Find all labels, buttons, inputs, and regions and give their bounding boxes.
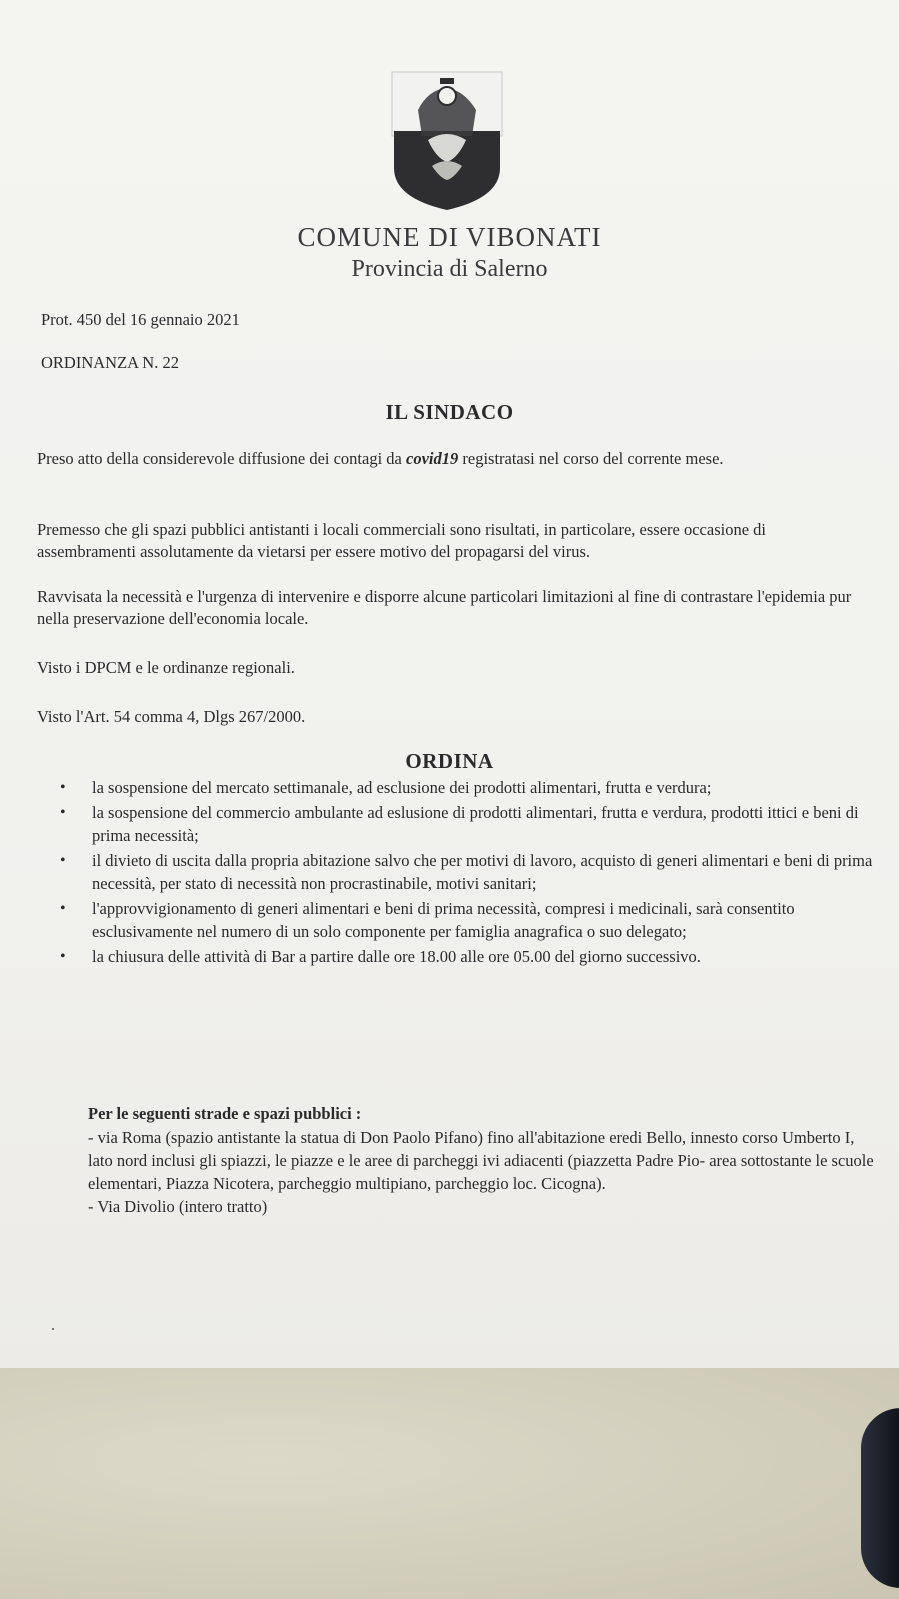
premise-paragraph-3: Ravvisata la necessità e l'urgenza di intervenire e disporre alcune particolari limitazioni al fine di contrastare l'epidemia pur nella preservazione dell'economia locale. (37, 587, 852, 628)
street-item: - Via Divolio (intero tratto) (88, 1197, 268, 1216)
dark-object-edge (861, 1408, 899, 1588)
order-item (58, 945, 878, 968)
premise-1-text-end: registratasi nel corso del corrente mese. (458, 449, 724, 468)
premise-paragraph-2: Premesso che gli spazi pubblici antistanti i locali commerciali sono risultati, in particolare, essere occasione di assembramenti assolutamente da vietarsi per essere motivo del propagarsi del virus. (37, 520, 766, 561)
order-item (58, 849, 878, 895)
protocol-number: Prot. 450 del 16 gennaio 2021 (41, 310, 240, 329)
paper-speck (52, 1328, 54, 1330)
order-text: il divieto di uscita dalla propria abitazione salvo che per motivi di lavoro, acquisto di generi alimentari e beni di prima necessità, per stato di necessità non procrastinabile, motivi sanitari; (92, 851, 873, 893)
order-item (58, 897, 878, 943)
premise-paragraph-5: Visto l'Art. 54 comma 4, Dlgs 267/2000. (37, 707, 306, 726)
order-text: la sospensione del commercio ambulante ad eslusione di prodotti alimentari, frutta e verdura, prodotti ittici e beni di prima necessità; (92, 803, 859, 845)
order-text: la sospensione del mercato settimanale, ad esclusione dei prodotti alimentari, frutta e verdura; (92, 778, 712, 797)
covid-emphasis: covid19 (406, 449, 459, 468)
bullet-icon: • (60, 852, 66, 869)
streets-section (88, 1102, 878, 1218)
order-text: l'approvvigionamento di generi alimentari e beni di prima necessità, compresi i medicinali, sarà consentito esclusivamente nel numero di un solo componente per famiglia anagrafica o suo delegato; (92, 899, 795, 941)
bullet-icon: • (60, 804, 66, 821)
mayor-heading: IL SINDACO (385, 400, 514, 424)
orders-list (58, 776, 878, 970)
streets-heading: Per le seguenti strade e spazi pubblici : (88, 1104, 362, 1123)
bullet-icon: • (60, 900, 66, 917)
ordinance-number: ORDINANZA N. 22 (41, 353, 179, 372)
premise-paragraph-4: Visto i DPCM e le ordinanze regionali. (37, 658, 295, 677)
province-name: Provincia di Salerno (351, 256, 548, 282)
municipality-name: COMUNE DI VIBONATI (297, 222, 602, 252)
order-item (58, 801, 878, 847)
table-surface (0, 1368, 899, 1599)
street-item: - via Roma (spazio antistante la statua di Don Paolo Pifano) fino all'abitazione eredi Bello, innesto corso Umberto I, lato nord inclusi gli spiazzi, le piazze e le aree di parcheggi ivi adiacenti (piazzetta Padre Pio- area sottostante le scuole elementari, Piazza Nicotera, parcheggio multipiano, parcheggio loc. Cicogna). (88, 1128, 874, 1193)
bullet-icon: • (60, 779, 66, 796)
order-item (58, 776, 878, 799)
premise-1-text-start: Preso atto della considerevole diffusione dei contagi da (37, 449, 407, 468)
premise-paragraph-1 (37, 448, 857, 470)
coat-of-arms-icon (388, 70, 506, 212)
bullet-icon: • (60, 948, 66, 965)
ordina-heading: ORDINA (405, 749, 494, 773)
order-text: la chiusura delle attività di Bar a partire dalle ore 18.00 alle ore 05.00 del giorno successivo. (92, 947, 701, 966)
